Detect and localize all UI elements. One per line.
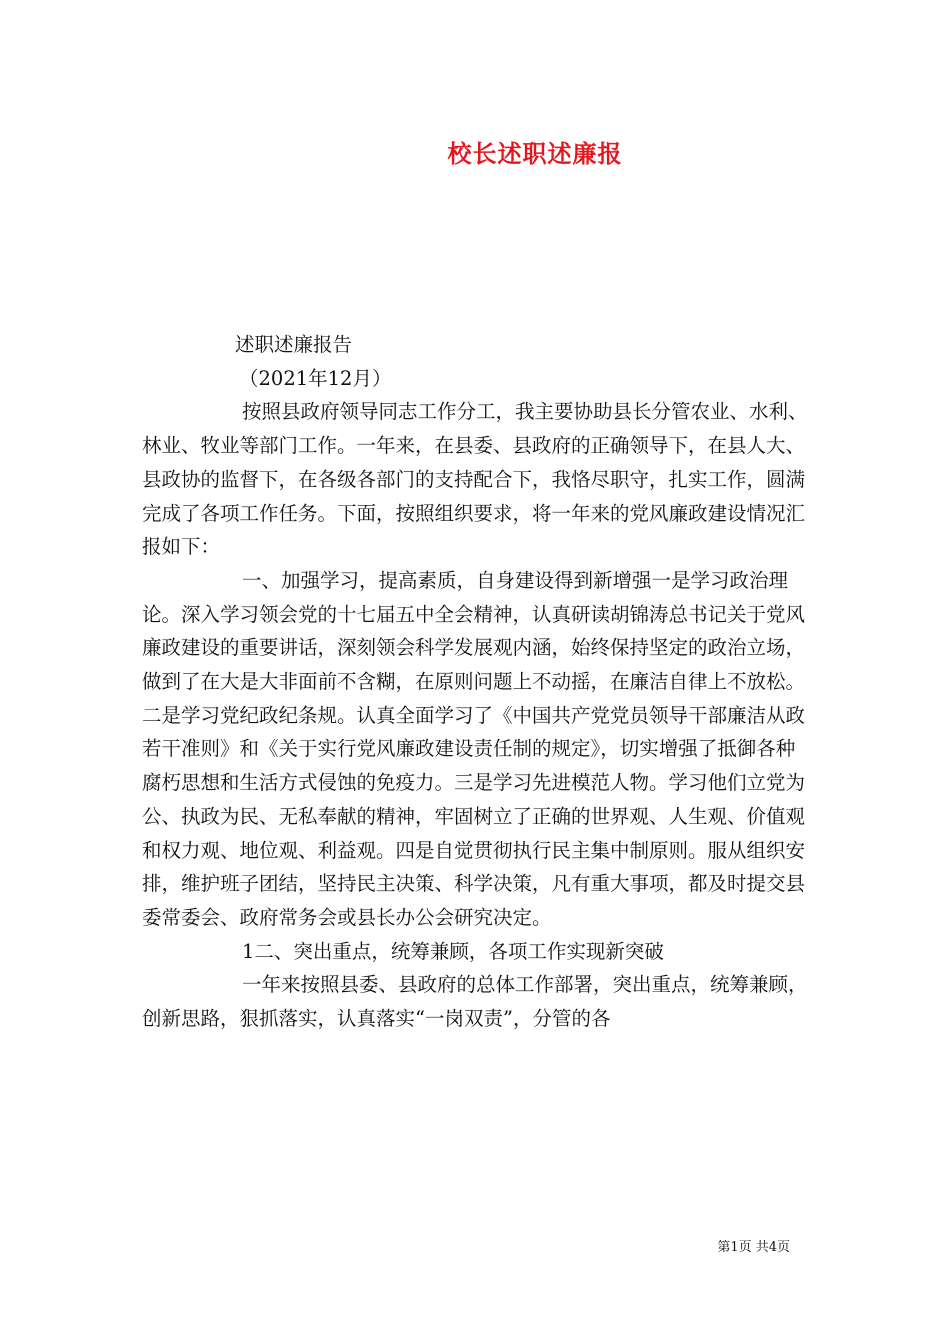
paragraph-section-2-heading: 1二、突出重点，统筹兼顾，各项工作实现新突破 <box>242 939 664 963</box>
document-title: 校长述职述廉报 <box>447 139 623 168</box>
paragraph-section-2: 一年来按照县委、县政府的总体工作部署，突出重点，统筹兼顾，创新思路，狠抓落实，认真落实“一岗双责”，分管的各 <box>142 973 808 1031</box>
paragraph-intro: 按照县政府领导同志工作分工，我主要协助县长分管农业、水利、林业、牧业等部门工作。一年来，在县委、县政府的正确领导下，在县人大、县政协的监督下，在各级各部门的支持配合下，我恪尽职守，扎实工作，圆满完成了各项工作任务。下面，按照组织要求，将一年来的党风廉政建设情况汇报如下： <box>142 400 808 559</box>
paragraph-section-1: 一、加强学习，提高素质，自身建设得到新增强一是学习政治理论。深入学习领会党的十七届五中全会精神，认真研读胡锦涛总书记关于党风廉政建设的重要讲话，深刻领会科学发展观内涵，始终保持坚定的政治立场，做到了在大是大非面前不含糊，在原则问题上不动摇，在廉洁自律上不放松。二是学习党纪政纪条规。认真全面学习了《中国共产党党员领导干部廉洁从政若干准则》和《关于实行党风廉政建设责任制的规定》，切实增强了抵御各种腐朽思想和生活方式侵蚀的免疫力。三是学习先进模范人物。学习他们立党为公、执政为民、无私奉献的精神，牢固树立了正确的世界观、人生观、价值观和权力观、地位观、利益观。四是自觉贯彻执行民主集中制原则。服从组织安排，维护班子团结，坚持民主决策、科学决策，凡有重大事项，都及时提交县委常委会、政府常务会或县长办公会研究决定。 <box>142 568 806 929</box>
document-body <box>142 328 812 1036</box>
report-date: （2021年12月） <box>239 366 392 390</box>
report-heading: 述职述廉报告 <box>235 333 353 356</box>
page-footer: 第1页 共4页 <box>717 1240 790 1255</box>
